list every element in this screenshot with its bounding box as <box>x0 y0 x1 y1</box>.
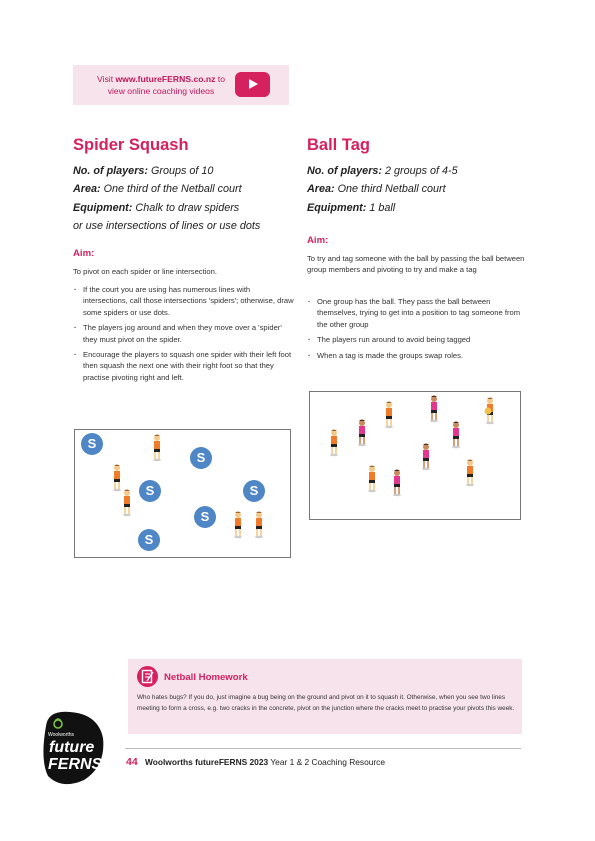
player-figure-icon <box>234 512 242 539</box>
homework-title: Netball Homework <box>164 672 248 683</box>
left-players-label: No. of players: <box>73 165 148 177</box>
player-figure-icon <box>368 466 376 493</box>
banner-to: to <box>215 74 225 84</box>
spider-squash-diagram <box>74 429 291 558</box>
logo-line2: FERNS <box>48 756 103 773</box>
player-figure-icon <box>123 490 131 517</box>
spider-marker-icon: S <box>194 506 216 528</box>
list-item: · When a tag is made the groups swap roles. <box>307 350 525 361</box>
footer-divider <box>125 748 521 749</box>
left-equipment-value2: or use intersections of lines or use dots <box>73 220 261 233</box>
right-area-value: One third Netball court <box>334 183 446 196</box>
video-banner[interactable] <box>73 65 289 105</box>
logo-line1: future <box>49 739 95 756</box>
left-title: Spider Squash <box>73 136 189 154</box>
players-layer <box>310 392 520 519</box>
player-figure-icon <box>255 512 263 539</box>
spider-marker-icon: S <box>138 529 160 551</box>
players-layer <box>75 430 290 557</box>
list-item: · The players run around to avoid being tagged <box>307 334 525 345</box>
homework-icon <box>137 666 158 687</box>
ball-tag-diagram <box>309 391 521 520</box>
right-title: Ball Tag <box>307 136 370 154</box>
banner-text <box>81 73 241 97</box>
player-figure-icon <box>113 465 121 492</box>
right-players-value: 2 groups of 4-5 <box>382 165 458 177</box>
list-item: · The players jog around and when they move over a 'spider' they must pivot on the spider. <box>73 322 295 345</box>
banner-url-link[interactable]: www.futureFERNS.co.nz <box>115 74 216 84</box>
footer-brand: Woolworths futureFERNS 2023 <box>145 757 269 767</box>
player-figure-icon <box>393 470 401 497</box>
page-number: 44 <box>126 756 138 768</box>
right-equipment-label: Equipment: <box>307 201 367 214</box>
right-bullet-list <box>307 296 525 365</box>
player-figure-icon <box>153 435 161 462</box>
left-equipment-label: Equipment: <box>73 201 133 214</box>
spider-marker-icon: S <box>139 480 161 502</box>
player-figure-icon <box>452 422 460 449</box>
right-players-label: No. of players: <box>307 165 382 177</box>
list-item: · If the court you are using has numerous lines with intersections, call those intersections 'spiders'; otherwise, draw some spiders or use dots. <box>73 284 295 318</box>
player-figure-icon <box>330 430 338 457</box>
right-info <box>307 162 527 217</box>
left-area-value: One third of the Netball court <box>100 183 242 196</box>
left-players-value: Groups of 10 <box>148 165 214 177</box>
right-aim-text: To try and tag someone with the ball by passing the ball between group members and pivoting to try and make a tag <box>307 254 525 275</box>
right-area-label: Area: <box>307 183 335 196</box>
spider-marker-icon: S <box>243 480 265 502</box>
play-button[interactable] <box>235 72 270 97</box>
homework-box <box>128 659 522 734</box>
player-figure-icon <box>422 444 430 471</box>
left-equipment-value: Chalk to draw spiders <box>132 201 240 214</box>
banner-visit: Visit <box>97 74 116 84</box>
logo-brand: Woolworths <box>48 732 75 738</box>
homework-text: Who hates bugs? If you do, just imagine a bug being on the ground and pivot on it to squash it. Otherwise, when you see two lines meeting to form a cross, e.g. two cracks in the concrete, pivot on the junction where the cracks meet to practise your pivots this week. <box>137 694 515 712</box>
right-equipment-value: 1 ball <box>366 201 396 214</box>
player-figure-icon <box>466 460 474 487</box>
footer-rest: Year 1 & 2 Coaching Resource <box>268 757 386 767</box>
left-bullet-list <box>73 284 295 387</box>
left-info <box>73 162 303 236</box>
player-figure-icon <box>385 402 393 429</box>
left-area-label: Area: <box>73 183 101 196</box>
homework-glyph <box>137 666 158 687</box>
left-aim-text: To pivot on each spider or line intersection. <box>73 267 217 276</box>
netball-icon <box>485 408 492 415</box>
footer-title <box>145 757 385 767</box>
right-aim-heading: Aim: <box>307 235 329 246</box>
player-figure-icon <box>358 420 366 447</box>
futureferns-logo <box>40 708 106 786</box>
spider-marker-icon: S <box>190 447 212 469</box>
list-item: · One group has the ball. They pass the ball between themselves, trying to get into a position to tag someone from the other group <box>307 296 525 330</box>
play-icon <box>249 79 258 89</box>
player-figure-icon <box>430 396 438 423</box>
spider-marker-icon: S <box>81 433 103 455</box>
left-aim-heading: Aim: <box>73 248 95 259</box>
banner-line2: view online coaching videos <box>107 86 215 96</box>
list-item: · Encourage the players to squash one spider with their left foot then squash the next one with their right foot so that they practise pivoting right and left. <box>73 349 295 383</box>
